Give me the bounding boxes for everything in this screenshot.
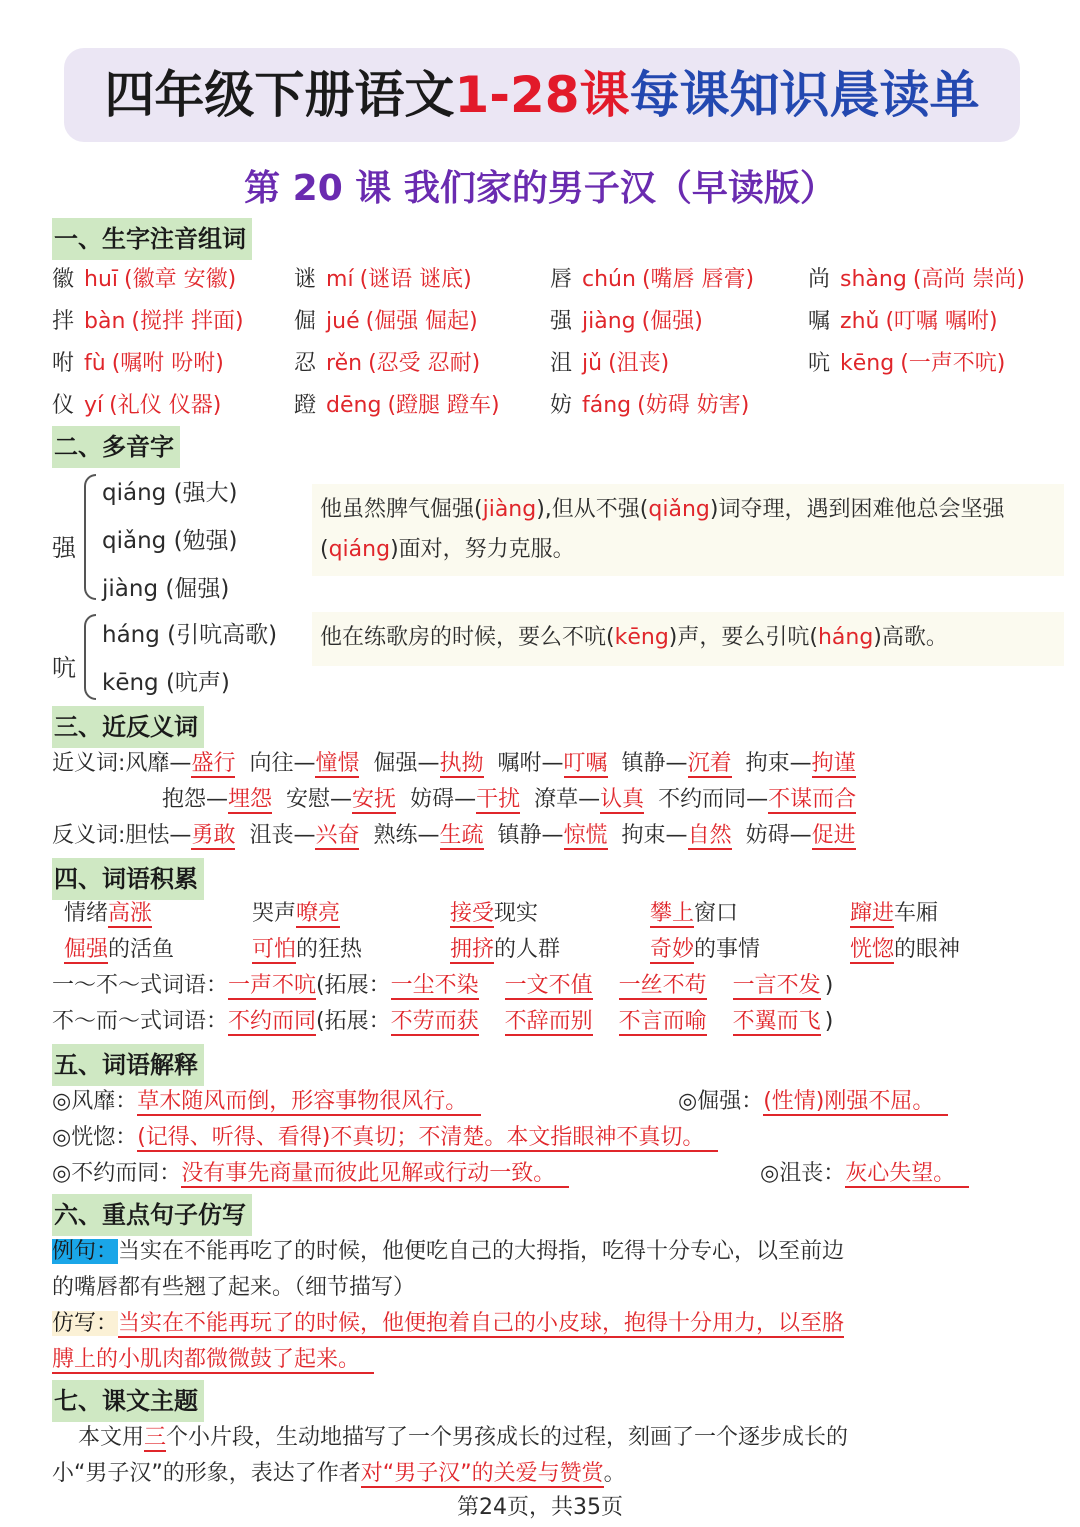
brace-qiang <box>84 474 96 600</box>
pinyin: kēng <box>840 351 895 376</box>
pair-left: 沮丧— <box>249 823 316 848</box>
char: 徽 <box>52 267 75 292</box>
pattern-label: 一～不～式词语： <box>52 973 229 998</box>
phrase-post: 的狂热 <box>296 937 363 962</box>
pair-right: 干扰 <box>476 787 521 812</box>
char: 仪 <box>52 393 75 418</box>
pair-right: 拘谨 <box>811 751 856 776</box>
expl-row-3 <box>52 1120 718 1156</box>
pair-left: 嘱咐— <box>497 751 564 776</box>
expl-term: ◎恍惚： <box>52 1125 138 1150</box>
words: (徽章 安徽) <box>124 267 237 292</box>
words: (倔强) <box>641 309 703 334</box>
phrase-key: 可怕 <box>252 937 297 962</box>
pattern-main: 不约而同 <box>228 1009 317 1034</box>
pair-right: 兴奋 <box>315 823 360 848</box>
char-entry <box>808 304 998 340</box>
char: 妨 <box>550 393 573 418</box>
pattern-item: 不辞而别 <box>504 1009 593 1034</box>
pinyin: fù <box>84 351 106 376</box>
phrase-pre: 情绪 <box>64 901 109 926</box>
words: (谜语 谜底) <box>359 267 472 292</box>
char-entry <box>294 262 472 298</box>
char: 拌 <box>52 309 75 334</box>
words: (搅拌 拌面) <box>131 309 244 334</box>
char-entry <box>550 346 669 382</box>
pattern-item: 不翼而飞 <box>732 1009 821 1034</box>
brace-hang <box>84 614 96 700</box>
pair-left: 拘束— <box>745 751 812 776</box>
pattern-main: 一声不吭 <box>228 973 317 998</box>
char: 嘱 <box>808 309 831 334</box>
expl-row-5 <box>760 1156 969 1192</box>
phrase-key: 奇妙 <box>650 937 695 962</box>
phrase-key: 恍惚 <box>850 937 895 962</box>
pair-right: 埋怨 <box>228 787 273 812</box>
pinyin: huī <box>84 267 119 292</box>
phrase-post: 的眼神 <box>894 937 961 962</box>
imitation-line2: 膊上的小肌肉都微微鼓了起来。 <box>52 1342 374 1378</box>
char-entry <box>294 388 500 424</box>
pinyin: chún <box>582 267 636 292</box>
pattern-row <box>52 1004 833 1040</box>
expl-row-1 <box>52 1084 481 1120</box>
pair-right: 促进 <box>811 823 856 848</box>
pinyin: jǔ <box>582 351 603 376</box>
expl-def: 灰心失望。 <box>845 1161 969 1188</box>
section-heading-1: 一、生字注音组词 <box>52 218 252 260</box>
pinyin: rěn <box>326 351 363 376</box>
pair-left: 拘束— <box>621 823 688 848</box>
pair-right: 盛行 <box>191 751 236 776</box>
example-sentence-line2: 的嘴唇都有些翘了起来。（细节描写） <box>52 1275 416 1300</box>
pinyin: jué <box>326 309 360 334</box>
word-pair-row <box>162 782 870 818</box>
example-qiang: 他虽然脾气倔强(jiàng),但从不强(qiǎng)词夺理，遇到困难他总会坚强(qiáng)面对，努力克服。 <box>312 484 1064 576</box>
phrase-post: 现实 <box>494 901 539 926</box>
poly-char-hang: 吭 <box>52 654 76 682</box>
pron-qiang-3: jiàng (倔强) <box>102 576 230 602</box>
pattern-label: 不～而～式词语： <box>52 1009 229 1034</box>
pair-left: 向往— <box>249 751 316 776</box>
pair-right: 憧憬 <box>315 751 360 776</box>
pair-right: 沉着 <box>687 751 732 776</box>
pinyin: dēng <box>326 393 382 418</box>
phrase <box>850 932 960 968</box>
pair-left: 胆怯— <box>125 823 192 848</box>
pair-right: 勇敢 <box>191 823 236 848</box>
pair-right: 自然 <box>687 823 732 848</box>
pair-right: 安抚 <box>352 787 397 812</box>
char-entry <box>294 346 480 382</box>
char-entry <box>808 346 1005 382</box>
pair-left: 风靡— <box>125 751 192 776</box>
pinyin: fáng <box>582 393 632 418</box>
pair-left: 熟练— <box>373 823 440 848</box>
banner-part1: 四年级下册语文 <box>104 66 455 124</box>
phrase <box>450 932 560 968</box>
phrase-key: 攀上 <box>650 901 695 926</box>
example-hang: 他在练歌房的时候，要么不吭(kēng)声，要么引吭(háng)高歌。 <box>312 612 1064 666</box>
section-heading-3: 三、近反义词 <box>52 706 204 748</box>
char: 蹬 <box>294 393 317 418</box>
pron-hang-2: kēng (吭声) <box>102 670 230 696</box>
pair-right: 叮嘱 <box>563 751 608 776</box>
phrase <box>64 932 174 968</box>
char: 强 <box>550 309 573 334</box>
pinyin: shàng <box>840 267 907 292</box>
expl-term: ◎沮丧： <box>760 1161 846 1186</box>
phrase <box>64 896 152 932</box>
expl-def: 草木随风而倒，形容事物很风行。 <box>137 1089 481 1116</box>
expl-row-4 <box>52 1156 569 1192</box>
expl-term: ◎倔强： <box>678 1089 764 1114</box>
imitation-tag: 仿写： <box>52 1311 119 1336</box>
phrase-key: 蹿进 <box>850 901 895 926</box>
char: 沮 <box>550 351 573 376</box>
pair-right: 认真 <box>600 787 645 812</box>
theme-line2: 小“男子汉”的形象，表达了作者对“男子汉”的关爱与赞赏。 <box>52 1461 626 1486</box>
pair-right: 生疏 <box>439 823 484 848</box>
phrase-key: 高涨 <box>108 901 153 926</box>
pair-right: 不谋而合 <box>768 787 857 812</box>
banner-part3: 每课知识晨读单 <box>629 66 980 124</box>
example-sentence-line1: 例句：当实在不能再吃了的时候，他便吃自己的大拇指，吃得十分专心，以至前边 <box>52 1239 845 1264</box>
words: (倔强 倔起) <box>365 309 478 334</box>
page-number: 第24页，共35页 <box>457 1495 623 1520</box>
words: (叮嘱 嘱咐) <box>885 309 998 334</box>
section-heading-2: 二、多音字 <box>52 426 180 468</box>
char-entry <box>808 262 1025 298</box>
words: (礼仪 仪器) <box>109 393 222 418</box>
phrase <box>850 896 938 932</box>
lesson-title: 第 20 课 我们家的男子汉（早读版） <box>244 168 836 209</box>
pattern-ext: (拓展： <box>316 1009 391 1034</box>
pattern-item: 一文不值 <box>504 973 593 998</box>
phrase <box>252 896 340 932</box>
phrase-key: 接受 <box>450 901 495 926</box>
char-entry <box>550 304 703 340</box>
words: (蹬腿 蹬车) <box>387 393 500 418</box>
char-entry <box>52 346 224 382</box>
char: 咐 <box>52 351 75 376</box>
pattern-item: 不言而喻 <box>618 1009 707 1034</box>
char-entry <box>52 304 244 340</box>
expl-term: ◎不约而同： <box>52 1161 182 1186</box>
char-entry <box>52 262 236 298</box>
pinyin: yí <box>84 393 104 418</box>
pair-left: 妨碍— <box>745 823 812 848</box>
pair-left: 抱怨— <box>162 787 229 812</box>
imitation-line1: 仿写：当实在不能再玩了的时候，他便抱着自己的小皮球，抱得十分用力，以至胳 <box>52 1311 845 1336</box>
phrase <box>650 896 738 932</box>
pattern-end: ) <box>824 973 834 998</box>
phrase-post: 的活鱼 <box>108 937 175 962</box>
word-pair-row <box>52 818 870 854</box>
section-heading-5: 五、词语解释 <box>52 1044 204 1086</box>
expl-term: ◎风靡： <box>52 1089 138 1114</box>
pair-left: 安慰— <box>286 787 353 812</box>
pair-left: 镇静— <box>621 751 688 776</box>
theme-line1: 本文用三个小片段，生动地描写了一个男孩成长的过程，刻画了一个逐步成长的 <box>78 1425 849 1450</box>
section-heading-4: 四、词语积累 <box>52 858 204 900</box>
words: (一声不吭) <box>900 351 1006 376</box>
phrase <box>450 896 538 932</box>
pron-hang-1: háng (引吭高歌) <box>102 622 278 648</box>
char-entry <box>294 304 478 340</box>
section-heading-7: 七、课文主题 <box>52 1380 204 1422</box>
pinyin: jiàng <box>582 309 636 334</box>
pair-left: 镇静— <box>497 823 564 848</box>
phrase <box>650 932 760 968</box>
char-entry <box>550 262 754 298</box>
pair-right: 执拗 <box>439 751 484 776</box>
char: 谜 <box>294 267 317 292</box>
page-banner <box>64 48 1020 142</box>
pair-left: 倔强— <box>373 751 440 776</box>
char-entry <box>550 388 749 424</box>
pair-left: 不约而同— <box>658 787 769 812</box>
char: 吭 <box>808 351 831 376</box>
words: (高尚 崇尚) <box>912 267 1025 292</box>
expl-def: (记得、听得、看得)不真切；不清楚。本文指眼神不真切。 <box>137 1125 718 1152</box>
phrase-key: 嘹亮 <box>296 901 341 926</box>
phrase-post: 的人群 <box>494 937 561 962</box>
phrase-key: 倔强 <box>64 937 109 962</box>
section-heading-6: 六、重点句子仿写 <box>52 1194 252 1236</box>
char: 忍 <box>294 351 317 376</box>
row-label: 近义词: <box>52 751 126 776</box>
pair-left: 妨碍— <box>410 787 477 812</box>
words: (沮丧) <box>608 351 670 376</box>
char: 倔 <box>294 309 317 334</box>
words: (妨碍 妨害) <box>637 393 750 418</box>
expl-def: 没有事先商量而彼此见解或行动一致。 <box>181 1161 569 1188</box>
pattern-ext: (拓展： <box>316 973 391 998</box>
phrase-post: 的事情 <box>694 937 761 962</box>
pattern-item: 不劳而获 <box>390 1009 479 1034</box>
pattern-item: 一言不发 <box>732 973 821 998</box>
example-tag: 例句： <box>52 1239 119 1264</box>
phrase-post: 车厢 <box>894 901 939 926</box>
pinyin: zhǔ <box>840 309 880 334</box>
char: 尚 <box>808 267 831 292</box>
word-pair-row <box>52 746 870 782</box>
pattern-end: ) <box>824 1009 834 1034</box>
pron-qiang-2: qiǎng (勉强) <box>102 528 238 554</box>
expl-def: (性情)刚强不屈。 <box>763 1089 948 1116</box>
pattern-item: 一丝不苟 <box>618 973 707 998</box>
row-label: 反义词: <box>52 823 126 848</box>
pair-left: 潦草— <box>534 787 601 812</box>
words: (嘴唇 唇膏) <box>641 267 755 292</box>
pattern-row <box>52 968 833 1004</box>
words: (忍受 忍耐) <box>368 351 481 376</box>
banner-part2: 1-28课 <box>454 66 630 124</box>
pair-right: 惊慌 <box>563 823 608 848</box>
phrase <box>252 932 362 968</box>
expl-row-2 <box>678 1084 948 1120</box>
pinyin: bàn <box>84 309 126 334</box>
words: (嘱咐 吩咐) <box>111 351 224 376</box>
char-entry <box>52 388 221 424</box>
poly-char-qiang: 强 <box>52 534 76 562</box>
pattern-item: 一尘不染 <box>390 973 479 998</box>
phrase-pre: 哭声 <box>252 901 297 926</box>
pinyin: mí <box>326 267 354 292</box>
phrase-post: 窗口 <box>694 901 739 926</box>
phrase-key: 拥挤 <box>450 937 495 962</box>
char: 唇 <box>550 267 573 292</box>
pron-qiang-1: qiáng (强大) <box>102 480 238 506</box>
